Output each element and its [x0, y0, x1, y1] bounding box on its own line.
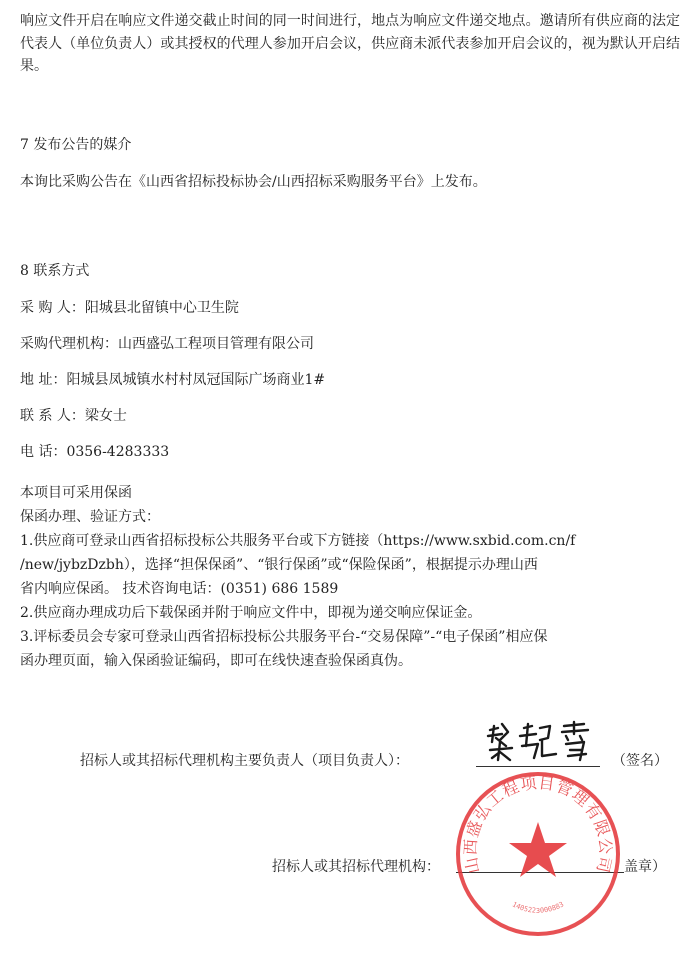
- guarantee-item3b: 函办理页面，输入保函验证编码，即可在线快速查验保函真伪。: [20, 653, 412, 669]
- contact-line: 联 系 人：梁女士: [20, 408, 127, 424]
- intro-paragraph: 响应文件开启在响应文件递交截止时间的同一时间进行，地点为响应文件递交地点。邀请所有供应商的法定代表人（单位负责人）或其授权的代理人参加开启会议，供应商未派代表参加开启会议的，视为默认开启结果。: [20, 13, 680, 74]
- signature-line: [476, 766, 600, 767]
- section7-heading: 7 发布公告的媒介: [20, 137, 132, 153]
- address-line: 地 址：阳城县凤城镇水村村凤冠国际广场商业1#: [20, 372, 326, 388]
- guarantee-line2: 保函办理、验证方式：: [20, 509, 160, 525]
- guarantee-item1c: 省内响应保函。 技术咨询电话：(0351) 686 1589: [20, 581, 339, 597]
- guarantee-line1: 本项目可采用保函: [20, 485, 132, 501]
- company-seal: [454, 770, 622, 938]
- guarantee-item1b: /new/jybzDzbh），选择“担保保函”、“银行保函”或“保险保函”，根据提示办理山西: [20, 557, 538, 573]
- svg-text:1405223000883: 1405223000883: [510, 900, 566, 915]
- purchaser-line: 采 购 人：阳城县北留镇中心卫生院: [20, 300, 239, 316]
- section8-heading: 8 联系方式: [20, 263, 90, 279]
- handwritten-signature: [484, 720, 594, 764]
- guarantee-item1a: 1.供应商可登录山西省招标投标公共服务平台或下方链接（https://www.sxbid.com.cn/f: [20, 533, 576, 549]
- guarantee-item3a: 3.评标委员会专家可登录山西省招标投标公共服务平台-“交易保障”-“电子保函”相应保: [20, 629, 548, 645]
- guarantee-item2: 2.供应商办理成功后下载保函并附于响应文件中，即视为递交响应保证金。: [20, 605, 482, 621]
- agency-label: 招标人或其招标代理机构：: [272, 859, 440, 875]
- svg-text:山西盛弘工程项目管理有限公司: 山西盛弘工程项目管理有限公司: [460, 772, 616, 876]
- seal-suffix: 盖章）: [624, 859, 666, 875]
- agency-line: 采购代理机构：山西盛弘工程项目管理有限公司: [20, 336, 314, 352]
- signature-suffix: （签名）: [612, 753, 668, 769]
- phone-line: 电 话：0356-4283333: [20, 444, 170, 460]
- section7-text: 本询比采购公告在《山西省招标投标协会/山西招标采购服务平台》上发布。: [20, 174, 487, 190]
- responsible-label: 招标人或其招标代理机构主要负责人（项目负责人）：: [80, 753, 409, 769]
